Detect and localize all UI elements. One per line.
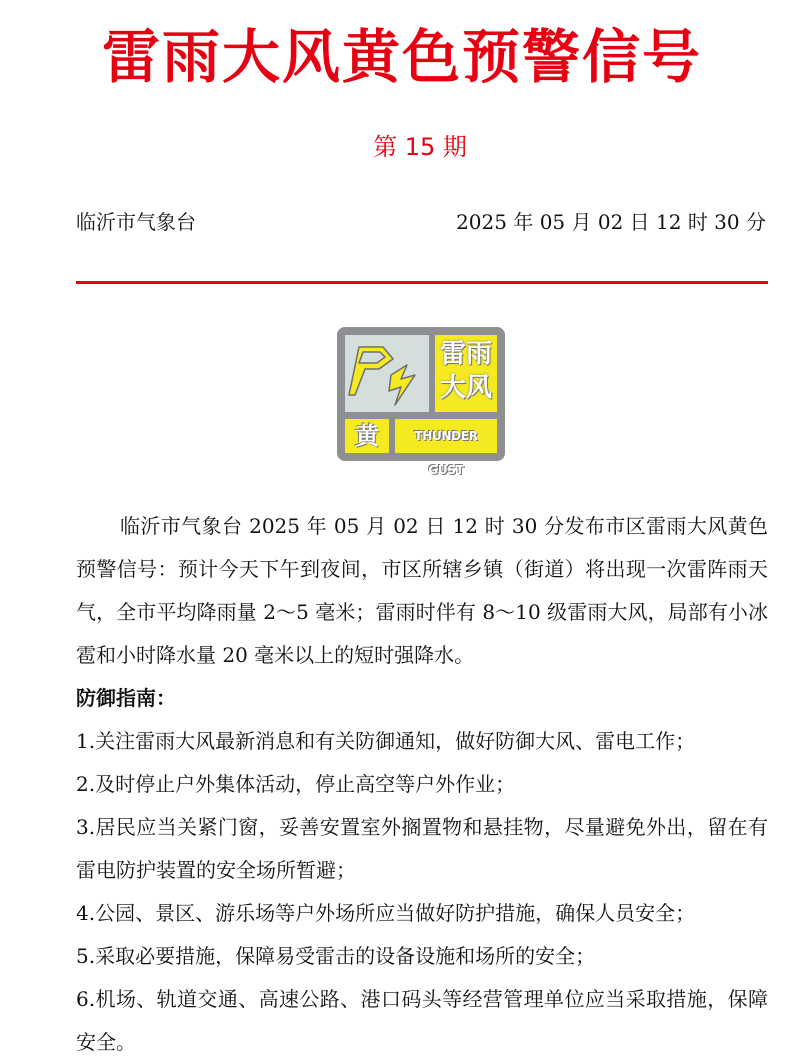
- level-badge: [345, 419, 389, 453]
- lightning-icon: [345, 335, 429, 412]
- issue-number: 第 15 期: [373, 133, 467, 161]
- issue-datetime: 2025 年 05 月 02 日 12 时 30 分: [456, 210, 766, 234]
- guide-item: 2.及时停止户外集体活动，停止高空等户外作业；: [76, 772, 516, 796]
- thunder-gust-yellow-signal-icon: [337, 327, 505, 477]
- warning-body: [76, 505, 768, 1064]
- guide-item: 6.机场、轨道交通、高速公路、港口码头等经营管理单位应当采取措施，保障安全。: [76, 987, 768, 1054]
- issuer: 临沂市气象台: [76, 210, 196, 234]
- signal-chars-panel: [435, 335, 497, 412]
- guide-title: 防御指南：: [76, 686, 176, 710]
- signal-caption-panel: [395, 419, 497, 477]
- signal-caption: THUNDER GUST: [414, 429, 478, 477]
- signal-chars: 雷雨大风: [439, 339, 492, 403]
- red-divider: [76, 281, 768, 284]
- meta-row: [76, 206, 766, 238]
- guide-item: 3.居民应当关紧门窗，妥善安置室外搁置物和悬挂物，尽量避免外出，留在有雷电防护装置的安全场所暂避；: [76, 815, 768, 882]
- level-char: 黄: [355, 422, 379, 450]
- guide-item: 5.采取必要措施，保障易受雷击的设备设施和场所的安全；: [76, 944, 596, 968]
- guide-item: 4.公园、景区、游乐场等户外场所应当做好防护措施，确保人员安全；: [76, 901, 696, 925]
- guide-item: 1.关注雷雨大风最新消息和有关防御通知，做好防御大风、雷电工作；: [76, 729, 696, 753]
- warning-paragraph: 临沂市气象台 2025 年 05 月 02 日 12 时 30 分发布市区雷雨大风黄色预警信号：预计今天下午到夜间，市区所辖乡镇（街道）将出现一次雷阵雨天气，全市平均降雨量 2～5 毫米；雷雨时伴有 8～10 级雷雨大风，局部有小冰雹和小时降水量 20 毫米以上的短时强降水。: [76, 514, 768, 667]
- page-title: 雷雨大风黄色预警信号: [101, 23, 702, 91]
